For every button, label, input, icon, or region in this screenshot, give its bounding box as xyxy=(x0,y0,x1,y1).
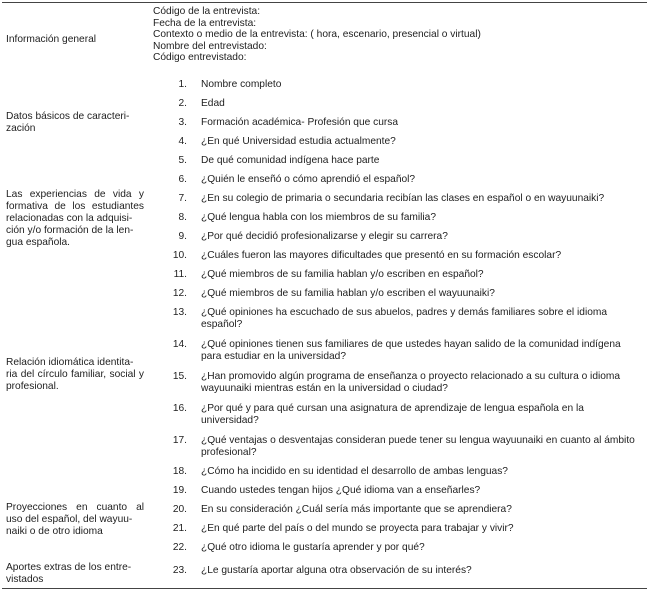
question-number: 9. xyxy=(178,231,187,242)
question-number: 11. xyxy=(173,269,187,280)
category-label: Relación idiomática identita- ria del círculo familiar, social y profesional. xyxy=(6,357,144,392)
question-number: 17. xyxy=(172,435,187,446)
question-number: 6. xyxy=(178,174,187,185)
category-label: Las experiencias de vida y formativa de los estudiantes relacionadas con la adquisi- ción y/o formación de la len- gua española. xyxy=(6,189,144,248)
question-text: Cuando ustedes tengan hijos ¿Qué idioma van a enseñarles? xyxy=(201,485,481,496)
question-text: ¿Qué otro idioma le gustaría aprender y por qué? xyxy=(201,542,425,553)
question-text: ¿Por qué y para qué cursan una asignatura de aprendizaje de lengua española en la universidad? xyxy=(201,403,584,426)
question-text: ¿Cómo ha incidido en su identidad el desarrollo de ambas lenguas? xyxy=(201,466,508,477)
question-number: 13. xyxy=(172,307,187,318)
question-number: 21. xyxy=(172,523,187,534)
question-text: ¿Qué miembros de su familia hablan y/o escriben en español? xyxy=(201,269,484,280)
question-text: De qué comunidad indígena hace parte xyxy=(201,155,380,166)
question-text: ¿En su colegio de primaria o secundaria recibían las clases en español o en wayuunaiki? xyxy=(201,193,605,204)
table-bottom-rule xyxy=(2,588,647,589)
question-number: 4. xyxy=(178,136,187,147)
question-text: Edad xyxy=(201,98,225,109)
question-number: 2. xyxy=(178,98,187,109)
question-number: 5. xyxy=(178,155,187,166)
question-number: 15. xyxy=(172,371,187,382)
info-line: Código entrevistado: xyxy=(153,52,247,63)
question-number: 3. xyxy=(178,117,187,128)
question-text: ¿Qué opiniones ha escuchado de sus abuelos, padres y demás familiares sobre el idioma español? xyxy=(201,307,608,330)
info-line: Contexto o medio de la entrevista: ( hora, escenario, presencial o virtual) xyxy=(153,29,481,40)
table-top-rule xyxy=(2,2,647,3)
info-line: Fecha de la entrevista: xyxy=(153,17,257,29)
question-text: ¿Han promovido algún programa de enseñanza o proyecto relacionado a su cultura o idioma wayuunaiki mientras están en la universidad o ciudad? xyxy=(201,371,621,394)
category-label: Proyecciones en cuanto al uso del español, del wayuu- naiki o de otro idioma xyxy=(6,502,144,537)
question-number: 8. xyxy=(178,212,187,223)
question-text: ¿En qué Universidad estudia actualmente? xyxy=(201,136,396,147)
question-text: ¿Qué opiniones tienen sus familiares de que ustedes hayan salido de la comunidad indígena para estudiar en la universidad? xyxy=(201,339,621,362)
question-number: 20. xyxy=(172,504,187,515)
question-number: 7. xyxy=(178,193,187,204)
question-text: ¿Por qué decidió profesionalizarse y elegir su carrera? xyxy=(201,231,448,242)
question-number: 19. xyxy=(172,485,187,496)
general-info-fields xyxy=(153,6,633,64)
question-number: 12. xyxy=(172,288,187,299)
question-text: ¿Qué ventajas o desventajas consideran puede tener su lengua wayuunaiki en cuanto al ámbito profesional? xyxy=(201,435,635,458)
question-number: 18. xyxy=(172,466,187,477)
question-number: 22. xyxy=(172,542,187,553)
category-label: Aportes extras de los entre- vistados xyxy=(6,562,132,585)
category-basic-data xyxy=(6,111,144,135)
question-text: ¿Cuáles fueron las mayores dificultades que presentó en su formación escolar? xyxy=(201,250,562,261)
question-number: 16. xyxy=(172,403,187,414)
question-number: 14. xyxy=(172,339,187,350)
question-text: ¿En qué parte del país o del mundo se proyecta para trabajar y vivir? xyxy=(201,523,514,534)
category-label: Datos básicos de caracteri- zación xyxy=(6,111,130,134)
question-text: ¿Qué miembros de su familia hablan y/o escriben el wayuunaiki? xyxy=(201,288,495,299)
question-number: 23. xyxy=(172,565,187,576)
info-line: Código de la entrevista: xyxy=(153,6,261,17)
question-text: ¿Le gustaría aportar alguna otra observación de su interés? xyxy=(201,565,472,576)
question-text: ¿Qué lengua habla con los miembros de su familia? xyxy=(201,212,437,223)
category-life-experiences xyxy=(6,189,144,249)
category-projections xyxy=(6,502,144,538)
question-number: 1. xyxy=(178,79,187,90)
info-line: Nombre del entrevistado: xyxy=(153,40,267,52)
category-general-info: Información general xyxy=(6,34,97,45)
question-text: Nombre completo xyxy=(201,79,282,90)
question-text: En su consideración ¿Cuál sería más importante que se aprendiera? xyxy=(201,504,512,515)
question-text: Formación académica- Profesión que cursa xyxy=(201,117,399,128)
question-text: ¿Quién le enseñó o cómo aprendió el español? xyxy=(201,174,416,185)
question-number: 10. xyxy=(172,250,187,261)
category-identity-relation xyxy=(6,357,144,393)
category-extra-contributions xyxy=(6,562,144,586)
